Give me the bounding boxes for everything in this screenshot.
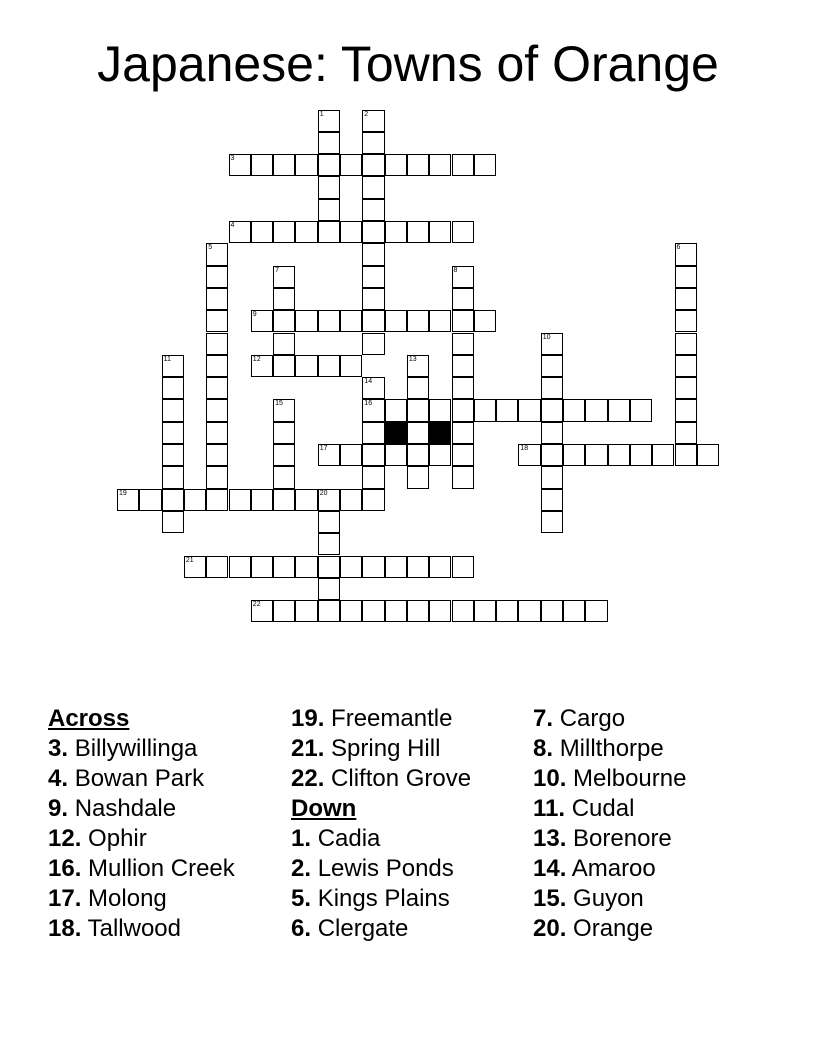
grid-cell[interactable]	[452, 377, 474, 399]
grid-cell[interactable]	[541, 444, 563, 466]
grid-cell[interactable]	[385, 399, 407, 421]
clue-down-8: 8. Millthorpe	[533, 735, 664, 762]
clue-column-1	[48, 704, 235, 944]
grid-cell[interactable]	[362, 556, 384, 578]
grid-cell[interactable]	[675, 399, 697, 421]
grid-cell[interactable]	[340, 310, 362, 332]
grid-cell[interactable]	[162, 444, 184, 466]
grid-cell[interactable]	[362, 199, 384, 221]
grid-cell[interactable]	[608, 399, 630, 421]
grid-cell[interactable]	[318, 132, 340, 154]
puzzle-title: Japanese: Towns of Orange	[97, 36, 719, 92]
cell-number: 13	[408, 355, 417, 363]
grid-cell[interactable]	[541, 600, 563, 622]
grid-cell[interactable]	[251, 310, 273, 332]
grid-cell[interactable]	[675, 422, 697, 444]
grid-cell[interactable]	[318, 533, 340, 555]
grid-cell[interactable]	[295, 556, 317, 578]
grid-cell[interactable]	[318, 199, 340, 221]
grid-cell[interactable]	[541, 399, 563, 421]
grid-cell[interactable]	[518, 444, 540, 466]
cell-number: 3	[230, 155, 235, 163]
grid-cell[interactable]	[318, 221, 340, 243]
cell-number: 14	[364, 378, 373, 386]
clue-down-10: 10. Melbourne	[533, 765, 687, 792]
grid-cell[interactable]	[407, 221, 429, 243]
grid-cell[interactable]	[385, 600, 407, 622]
clue-down-2: 2. Lewis Ponds	[291, 855, 454, 882]
grid-cell[interactable]	[452, 288, 474, 310]
cell-number: 19	[119, 489, 127, 497]
clue-down-14: 14. Amaroo	[533, 855, 656, 882]
cell-number: 4	[230, 222, 235, 229]
grid-cell[interactable]	[162, 377, 184, 399]
grid-cell[interactable]	[407, 355, 429, 377]
grid-cell[interactable]	[318, 110, 340, 132]
grid-cell[interactable]	[429, 556, 451, 578]
grid-cell[interactable]	[206, 489, 228, 511]
grid-cell[interactable]	[630, 399, 652, 421]
shaded-cell	[429, 422, 451, 444]
grid-cell[interactable]	[385, 154, 407, 176]
grid-cell[interactable]	[340, 556, 362, 578]
grid-cell[interactable]	[407, 422, 429, 444]
clue-column-2	[291, 704, 471, 944]
grid-cell[interactable]	[407, 154, 429, 176]
grid-cell[interactable]	[273, 266, 295, 288]
grid-cell[interactable]	[295, 355, 317, 377]
grid-cell[interactable]	[340, 154, 362, 176]
grid-cell[interactable]	[518, 399, 540, 421]
grid-cell[interactable]	[362, 154, 384, 176]
grid-cell[interactable]	[295, 489, 317, 511]
cell-number: 12	[252, 355, 261, 363]
grid-cell[interactable]	[541, 466, 563, 488]
grid-cell[interactable]	[541, 422, 563, 444]
grid-cell[interactable]	[362, 399, 384, 421]
clue-down-5: 5. Kings Plains	[291, 885, 450, 912]
grid-cell[interactable]	[385, 444, 407, 466]
grid-cell[interactable]	[429, 399, 451, 421]
grid-cell[interactable]	[162, 489, 184, 511]
grid-cell[interactable]	[318, 489, 340, 511]
grid-cell[interactable]	[585, 600, 607, 622]
grid-cell[interactable]	[452, 600, 474, 622]
grid-cell[interactable]	[452, 444, 474, 466]
grid-cell[interactable]	[184, 556, 206, 578]
cell-number: 7	[275, 266, 279, 274]
clue-across-4: 4. Bowan Park	[48, 765, 205, 792]
grid-cell[interactable]	[162, 399, 184, 421]
grid-cell[interactable]	[273, 444, 295, 466]
down-heading: Down	[291, 795, 357, 822]
cell-number: 10	[542, 333, 551, 341]
grid-cell[interactable]	[474, 600, 496, 622]
grid-cell[interactable]	[429, 310, 451, 332]
grid-cell[interactable]	[585, 444, 607, 466]
grid-cell[interactable]	[675, 310, 697, 332]
cell-number: 9	[252, 311, 257, 319]
grid-cell[interactable]	[229, 154, 251, 176]
grid-cell[interactable]	[362, 310, 384, 332]
grid-cell[interactable]	[273, 355, 295, 377]
grid-cell[interactable]	[541, 511, 563, 533]
grid-cell[interactable]	[206, 422, 228, 444]
grid-cell[interactable]	[429, 221, 451, 243]
clue-across-21: 21. Spring Hill	[291, 735, 441, 762]
grid-cell[interactable]	[206, 288, 228, 310]
grid-cell[interactable]	[675, 377, 697, 399]
grid-cell[interactable]	[362, 444, 384, 466]
grid-cell[interactable]	[206, 399, 228, 421]
grid-cell[interactable]	[608, 444, 630, 466]
grid-cell[interactable]	[452, 355, 474, 377]
grid-cell[interactable]	[206, 556, 228, 578]
grid-cell[interactable]	[251, 556, 273, 578]
grid-cell[interactable]	[407, 556, 429, 578]
grid-cell[interactable]	[452, 466, 474, 488]
grid-cell[interactable]	[318, 355, 340, 377]
grid-cell[interactable]	[206, 377, 228, 399]
grid-cell[interactable]	[429, 444, 451, 466]
grid-cell[interactable]	[295, 154, 317, 176]
clue-across-17: 17. Molong	[48, 885, 167, 912]
grid-cell[interactable]	[206, 310, 228, 332]
grid-cell[interactable]	[340, 600, 362, 622]
grid-cell[interactable]	[206, 333, 228, 355]
grid-cell[interactable]	[206, 266, 228, 288]
grid-cell[interactable]	[251, 221, 273, 243]
grid-cell[interactable]	[362, 176, 384, 198]
clue-down-6: 6. Clergate	[291, 915, 409, 942]
grid-cell[interactable]	[340, 489, 362, 511]
grid-cell[interactable]	[362, 221, 384, 243]
clue-down-13: 13. Borenore	[533, 825, 672, 852]
grid-cell[interactable]	[362, 288, 384, 310]
grid-cell[interactable]	[295, 600, 317, 622]
clue-down-15: 15. Guyon	[533, 885, 644, 912]
grid-cell[interactable]	[318, 600, 340, 622]
grid-cell[interactable]	[518, 600, 540, 622]
grid-cell[interactable]	[675, 444, 697, 466]
grid-cell[interactable]	[206, 243, 228, 265]
grid-cell[interactable]	[429, 600, 451, 622]
grid-cell[interactable]	[407, 600, 429, 622]
grid-cell[interactable]	[474, 310, 496, 332]
grid-cell[interactable]	[452, 399, 474, 421]
grid-cell[interactable]	[407, 399, 429, 421]
grid-cell[interactable]	[541, 377, 563, 399]
grid-cell[interactable]	[452, 556, 474, 578]
grid-cell[interactable]	[162, 422, 184, 444]
clue-across-19: 19. Freemantle	[291, 705, 453, 732]
grid-cell[interactable]	[273, 154, 295, 176]
grid-cell[interactable]	[362, 333, 384, 355]
grid-cell[interactable]	[273, 422, 295, 444]
clue-across-3: 3. Billywillinga	[48, 735, 198, 762]
cell-number: 6	[676, 244, 681, 252]
grid-cell[interactable]	[452, 154, 474, 176]
grid-cell[interactable]	[117, 489, 139, 511]
grid-cell[interactable]	[675, 288, 697, 310]
grid-cell[interactable]	[162, 511, 184, 533]
grid-cell[interactable]	[407, 466, 429, 488]
cell-number: 22	[252, 601, 261, 609]
grid-cell[interactable]	[362, 132, 384, 154]
grid-cell[interactable]	[318, 511, 340, 533]
grid-cell[interactable]	[206, 466, 228, 488]
cell-number: 16	[364, 400, 373, 408]
clue-down-7: 7. Cargo	[533, 705, 626, 732]
grid-cell[interactable]	[318, 154, 340, 176]
cell-number: 11	[163, 355, 171, 363]
grid-cell[interactable]	[385, 310, 407, 332]
grid-cell[interactable]	[474, 154, 496, 176]
grid-cell[interactable]	[452, 310, 474, 332]
grid-cell[interactable]	[251, 154, 273, 176]
grid-cell[interactable]	[563, 444, 585, 466]
grid-cell[interactable]	[206, 355, 228, 377]
grid-cell[interactable]	[273, 333, 295, 355]
clue-column-3	[533, 704, 686, 944]
grid-cell[interactable]	[139, 489, 161, 511]
grid-cell[interactable]	[251, 355, 273, 377]
across-heading: Across	[48, 705, 130, 732]
cell-number: 18	[520, 445, 529, 452]
grid-cell[interactable]	[630, 444, 652, 466]
cell-number: 8	[453, 266, 458, 274]
clue-across-22: 22. Clifton Grove	[291, 765, 472, 792]
clue-down-20: 20. Orange	[533, 915, 654, 942]
grid-cell[interactable]	[273, 399, 295, 421]
grid-cell[interactable]	[385, 556, 407, 578]
grid-cell[interactable]	[251, 489, 273, 511]
grid-cell[interactable]	[407, 444, 429, 466]
grid-cell[interactable]	[273, 310, 295, 332]
grid-cell[interactable]	[385, 221, 407, 243]
clue-down-1: 1. Cadia	[291, 825, 381, 852]
grid-cell[interactable]	[340, 221, 362, 243]
grid-cell[interactable]	[407, 310, 429, 332]
grid-cell[interactable]	[452, 422, 474, 444]
grid-cell[interactable]	[407, 377, 429, 399]
grid-cell[interactable]	[675, 355, 697, 377]
grid-cell[interactable]	[585, 399, 607, 421]
cell-number: 20	[319, 489, 328, 497]
grid-cell[interactable]	[675, 333, 697, 355]
grid-cell[interactable]	[496, 399, 518, 421]
grid-cell[interactable]	[362, 377, 384, 399]
clue-across-18: 18. Tallwood	[48, 915, 181, 942]
grid-cell[interactable]	[184, 489, 206, 511]
grid-cell[interactable]	[362, 466, 384, 488]
grid-cell[interactable]	[251, 600, 273, 622]
cell-number: 15	[275, 400, 283, 408]
grid-cell[interactable]	[362, 422, 384, 444]
clue-across-16: 16. Mullion Creek	[48, 855, 235, 882]
grid-cell[interactable]	[273, 556, 295, 578]
cell-number: 21	[185, 556, 194, 564]
grid-cell[interactable]	[563, 399, 585, 421]
grid-cell[interactable]	[541, 489, 563, 511]
cell-number: 2	[364, 110, 369, 118]
grid-cell[interactable]	[162, 466, 184, 488]
grid-cell[interactable]	[318, 310, 340, 332]
cell-number: 5	[208, 244, 213, 252]
grid-cell[interactable]	[362, 110, 384, 132]
grid-cell[interactable]	[452, 266, 474, 288]
grid-cell[interactable]	[206, 444, 228, 466]
grid-cell[interactable]	[429, 154, 451, 176]
grid-cell[interactable]	[697, 444, 719, 466]
grid-cell[interactable]	[652, 444, 674, 466]
grid-cell[interactable]	[452, 333, 474, 355]
clue-across-12: 12. Ophir	[48, 825, 147, 852]
cell-number: 1	[319, 110, 324, 118]
grid-cell[interactable]	[675, 243, 697, 265]
grid-cell[interactable]	[474, 399, 496, 421]
grid-cell[interactable]	[229, 221, 251, 243]
grid-cell[interactable]	[675, 266, 697, 288]
shaded-cell	[385, 422, 407, 444]
grid-cell[interactable]	[295, 310, 317, 332]
grid-cell[interactable]	[273, 489, 295, 511]
grid-cell[interactable]	[362, 489, 384, 511]
grid-cell[interactable]	[273, 221, 295, 243]
grid-cell[interactable]	[229, 556, 251, 578]
grid-cell[interactable]	[162, 355, 184, 377]
grid-cell[interactable]	[318, 578, 340, 600]
grid-cell[interactable]	[295, 221, 317, 243]
grid-cell[interactable]	[273, 288, 295, 310]
grid-cell[interactable]	[362, 266, 384, 288]
grid-cell[interactable]	[318, 556, 340, 578]
grid-cell[interactable]	[273, 466, 295, 488]
grid-cell[interactable]	[362, 243, 384, 265]
grid-cell[interactable]	[318, 444, 340, 466]
clue-across-9: 9. Nashdale	[48, 795, 177, 822]
grid-cell[interactable]	[340, 444, 362, 466]
grid-cell[interactable]	[452, 221, 474, 243]
grid-cell[interactable]	[496, 600, 518, 622]
cell-number: 17	[319, 445, 328, 452]
clue-down-11: 11. Cudal	[533, 795, 635, 822]
grid-cell[interactable]	[273, 600, 295, 622]
grid-cell[interactable]	[340, 355, 362, 377]
grid-cell[interactable]	[541, 355, 563, 377]
grid-cell[interactable]	[362, 600, 384, 622]
grid-cell[interactable]	[318, 176, 340, 198]
grid-cell[interactable]	[229, 489, 251, 511]
grid-cell[interactable]	[563, 600, 585, 622]
grid-cell[interactable]	[541, 333, 563, 355]
